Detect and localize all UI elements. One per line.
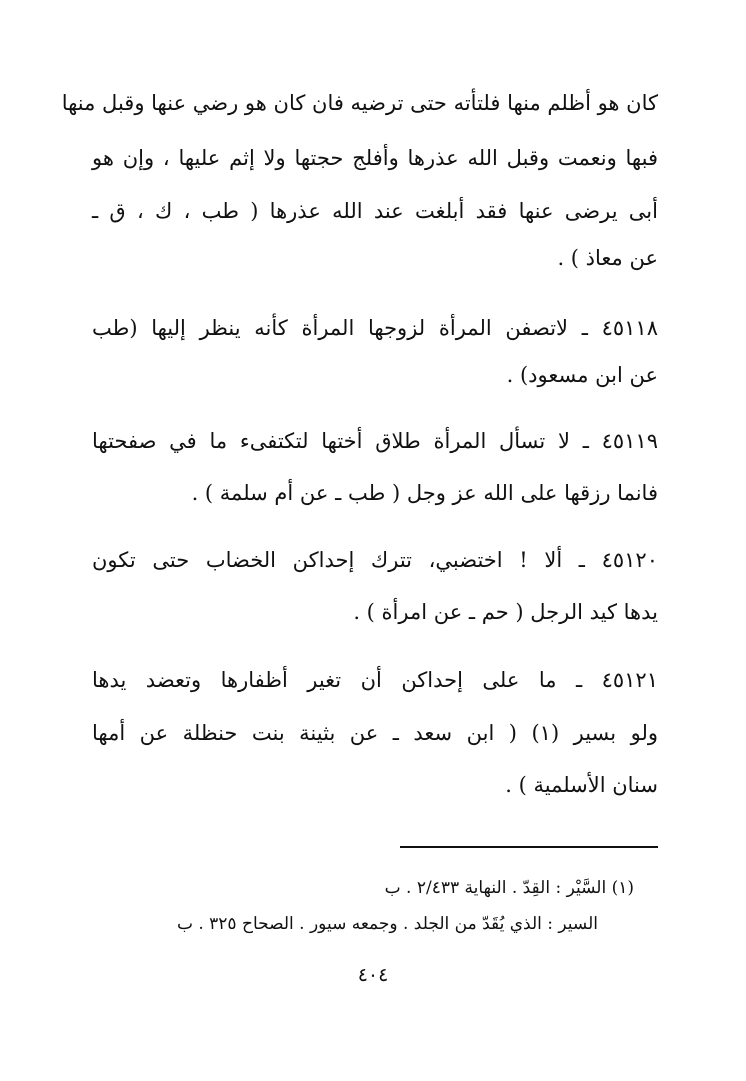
paragraph-intro-line-1: كان هو أظلم منها فلتأته حتى ترضيه فان كان هو رضي عنها وقبل منها [61, 91, 658, 115]
paragraph-intro-line-4: عن معاذ ) . [557, 246, 658, 270]
footnote-1-continuation: السير : الذي يُقَدّ من الجلد . وجمعه سيور . الصحاح ٣٢٥ . ب [176, 914, 598, 934]
hadith-45121-line-2: ولو بسير (١) ( ابن سعد ـ عن بثينة بنت حنظلة عن أمها [92, 721, 659, 745]
hadith-45119-line-2: فانما رزقها على الله عز وجل ( طب ـ عن أم سلمة ) . [191, 481, 658, 505]
hadith-45118-line-1: ٤٥١١٨ ـ لاتصفن المرأة لزوجها المرأة كأنه ينظر إليها (طب [92, 316, 658, 340]
footnote-separator [400, 846, 658, 848]
hadith-45119-line-1: ٤٥١١٩ ـ لا تسأل المرأة طلاق أختها لتكتفىء ما في صفحتها [92, 429, 658, 453]
hadith-45120-line-1: ٤٥١٢٠ ـ ألا ! اختضبي، تترك إحداكن الخضاب حتى تكون [92, 548, 658, 572]
paragraph-intro-line-3: أبى يرضى عنها فقد أبلغت عند الله عذرها ( طب ، ك ، ق ـ [92, 199, 658, 223]
hadith-45120-line-2: يدها كيد الرجل ( حم ـ عن امرأة ) . [353, 600, 658, 624]
footnote-1: (١) السَّيْر : القِدّ . النهاية ٢/٤٣٣ . ب [384, 878, 634, 898]
paragraph-intro-line-2: فبها ونعمت وقبل الله عذرها وأفلج حجتها ولا إثم عليها ، وإن هو [92, 146, 658, 170]
hadith-45121-line-1: ٤٥١٢١ ـ ما على إحداكن أن تغير أظفارها وتعضد يدها [92, 668, 658, 692]
hadith-45121-line-3: سنان الأسلمية ) . [505, 773, 658, 797]
page-number: ٤٠٤ [357, 964, 389, 986]
hadith-45118-line-2: عن ابن مسعود) . [506, 363, 658, 387]
